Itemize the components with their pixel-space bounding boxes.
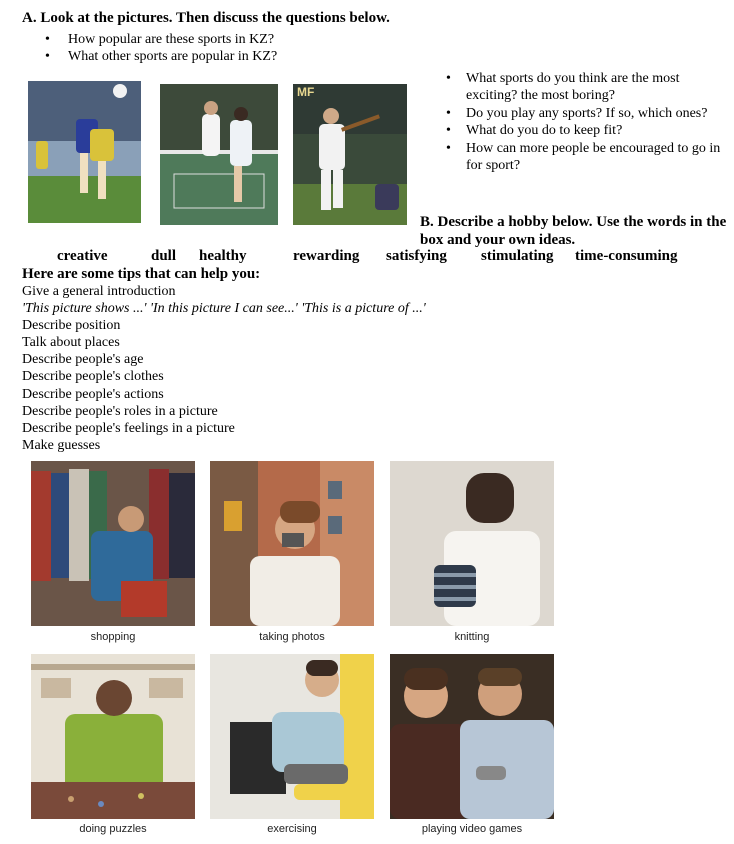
question-item: • How can more people be encouraged to go in for sport? — [440, 140, 730, 175]
section-a-heading: A. Look at the pictures. Then discuss the questions below. — [22, 10, 390, 26]
tip-item: Describe people's clothes — [22, 369, 164, 385]
word-item: satisfying — [386, 248, 447, 264]
bullet-item: • How popular are these sports in KZ? — [22, 31, 442, 48]
section-b-heading: B. Describe a hobby below. Use the words in the box and your own ideas. — [420, 214, 727, 248]
caption: playing video games — [421, 823, 523, 835]
question-item: • What sports do you think are the most exciting? the most boring? — [440, 70, 730, 105]
caption: knitting — [454, 631, 490, 643]
tip-item: Describe people's actions — [22, 386, 164, 402]
tip-item: Describe people's roles in a picture — [22, 403, 218, 419]
caption: taking photos — [259, 631, 325, 643]
caption: shopping — [90, 631, 136, 643]
tips-list — [22, 283, 722, 454]
question-item: • Do you play any sports? If so, which ones? — [440, 105, 730, 122]
word-item: dull — [151, 248, 177, 264]
tip-item: Describe position — [22, 318, 121, 334]
caption: exercising — [267, 823, 317, 835]
sign-text: MF — [297, 85, 315, 99]
taking-photos-photo — [210, 461, 374, 626]
section-a-bullets — [22, 31, 442, 65]
football-photo — [28, 81, 141, 223]
word-item: healthy — [199, 248, 247, 264]
tip-item: Talk about places — [22, 335, 120, 351]
section-a-questions — [440, 70, 730, 174]
tip-item: Give a general introduction — [22, 284, 176, 299]
bullet-item: • What other sports are popular in KZ? — [22, 48, 442, 65]
tip-item: Make guesses — [22, 437, 101, 453]
tip-item: Describe people's age — [22, 352, 144, 368]
knitting-photo — [390, 461, 554, 626]
shopping-photo — [31, 461, 195, 626]
word-item: creative — [57, 248, 108, 264]
tips-heading: Here are some tips that can help you: — [22, 266, 261, 282]
tennis-photo — [160, 84, 278, 225]
word-item: time-consuming — [575, 248, 678, 264]
exercising-photo — [210, 654, 374, 819]
caption: doing puzzles — [79, 823, 147, 835]
playing-video-games-photo — [390, 654, 554, 819]
word-item: rewarding — [293, 248, 360, 264]
tip-item: Describe people's feelings in a picture — [22, 420, 235, 436]
word-item: stimulating — [481, 248, 554, 264]
tip-example: 'This picture shows ...' 'In this picture I can see...' 'This is a picture of ...' — [22, 301, 426, 317]
baseball-photo — [293, 84, 407, 225]
doing-puzzles-photo — [31, 654, 195, 819]
question-item: • What do you do to keep fit? — [440, 122, 730, 139]
word-box — [0, 248, 734, 266]
